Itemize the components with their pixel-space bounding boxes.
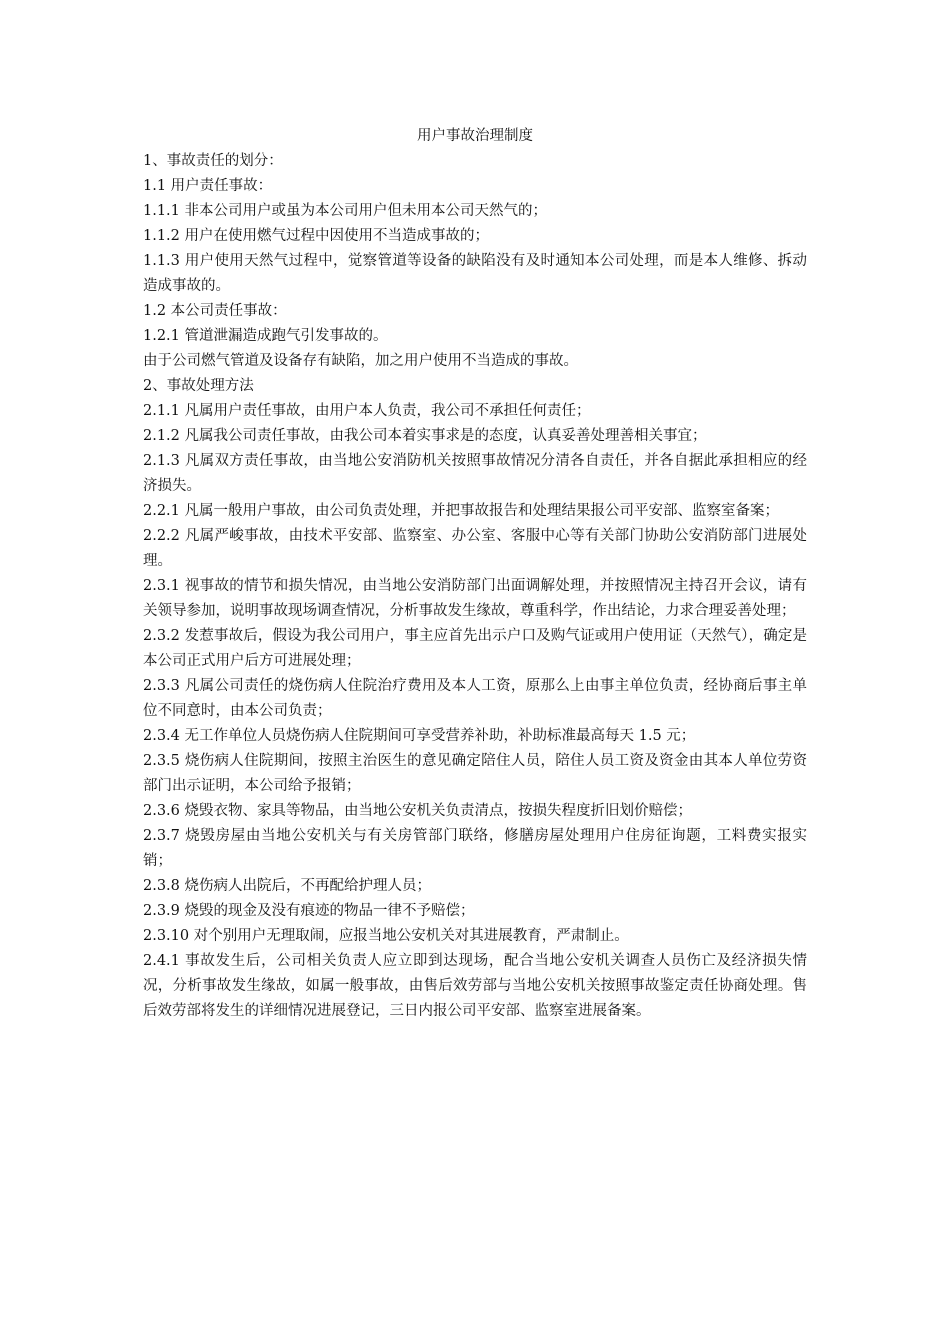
paragraph-24: 2.3.10 对个别用户无理取闹，应报当地公安机关对其进展教育，严肃制止。 [143,928,629,944]
paragraph-8: 由于公司燃气管道及设备存有缺陷，加之用户使用不当造成的事故。 [143,353,578,369]
paragraph-9: 2、事故处理方法 [143,378,254,394]
document-body [143,124,807,1024]
paragraph-21: 2.3.7 烧毁房屋由当地公安机关与有关房管部门联络，修膳房屋处理用户住房征询题，工料费实报实销； [143,828,807,869]
paragraph-6: 1.2 本公司责任事故： [143,303,287,319]
paragraph-11: 2.1.2 凡属我公司责任事故，由我公司本着实事求是的态度，认真妥善处理善相关事宜； [143,428,707,444]
document-title: 用户事故治理制度 [417,128,533,144]
paragraph-19: 2.3.5 烧伤病人住院期间，按照主治医生的意见确定陪住人员，陪住人员工资及资金由其本人单位劳资部门出示证明，本公司给予报销； [143,753,807,794]
paragraph-4: 1.1.2 用户在使用燃气过程中因使用不当造成事故的； [143,228,490,244]
paragraph-14: 2.2.2 凡属严峻事故，由技术平安部、监察室、办公室、客服中心等有关部门协助公安消防部门进展处理。 [143,528,807,569]
paragraph-12: 2.1.3 凡属双方责任事故，由当地公安消防机关按照事故情况分清各自责任，并各自据此承担相应的经济损失。 [143,453,807,494]
paragraph-5: 1.1.3 用户使用天然气过程中，觉察管道等设备的缺陷没有及时通知本公司处理，而是本人维修、拆动造成事故的。 [143,253,807,294]
paragraph-2: 1.1 用户责任事故： [143,178,273,194]
paragraph-3: 1.1.1 非本公司用户或虽为本公司用户但未用本公司天然气的； [143,203,548,219]
paragraph-23: 2.3.9 烧毁的现金及没有痕迹的物品一律不予赔偿； [143,903,475,919]
paragraph-25: 2.4.1 事故发生后，公司相关负责人应立即到达现场，配合当地公安机关调查人员伤亡及经济损失情况，分析事故发生缘故，如属一般事故，由售后效劳部与当地公安机关按照事故鉴定责任协商处理。售后效劳部将发生的详细情况进展登记，三日内报公司平安部、监察室进展备案。 [143,953,807,1019]
paragraph-15: 2.3.1 视事故的情节和损失情况，由当地公安消防部门出面调解处理，并按照情况主持召开会议，请有关领导参加，说明事故现场调查情况，分析事故发生缘故，尊重科学，作出结论，力求合理妥善处理； [143,578,807,619]
paragraph-1: 1、事故责任的划分： [143,153,283,169]
paragraph-13: 2.2.1 凡属一般用户事故，由公司负责处理，并把事故报告和处理结果报公司平安部、监察室备案； [143,503,779,519]
paragraph-7: 1.2.1 管道泄漏造成跑气引发事故的。 [143,328,388,344]
paragraph-22: 2.3.8 烧伤病人出院后，不再配给护理人员； [143,878,432,894]
paragraph-20: 2.3.6 烧毁衣物、家具等物品，由当地公安机关负责清点，按损失程度折旧划价赔偿； [143,803,693,819]
paragraph-17: 2.3.3 凡属公司责任的烧伤病人住院治疗费用及本人工资，原那么上由事主单位负责，经协商后事主单位不同意时，由本公司负责； [143,678,807,719]
paragraph-10: 2.1.1 凡属用户责任事故，由用户本人负责，我公司不承担任何责任； [143,403,591,419]
paragraph-18: 2.3.4 无工作单位人员烧伤病人住院期间可享受营养补助，补助标准最高每天 1.5 元； [143,728,696,744]
paragraph-16: 2.3.2 发惹事故后，假设为我公司用户，事主应首先出示户口及购气证或用户使用证（天然气），确定是本公司正式用户后方可进展处理； [143,628,807,669]
